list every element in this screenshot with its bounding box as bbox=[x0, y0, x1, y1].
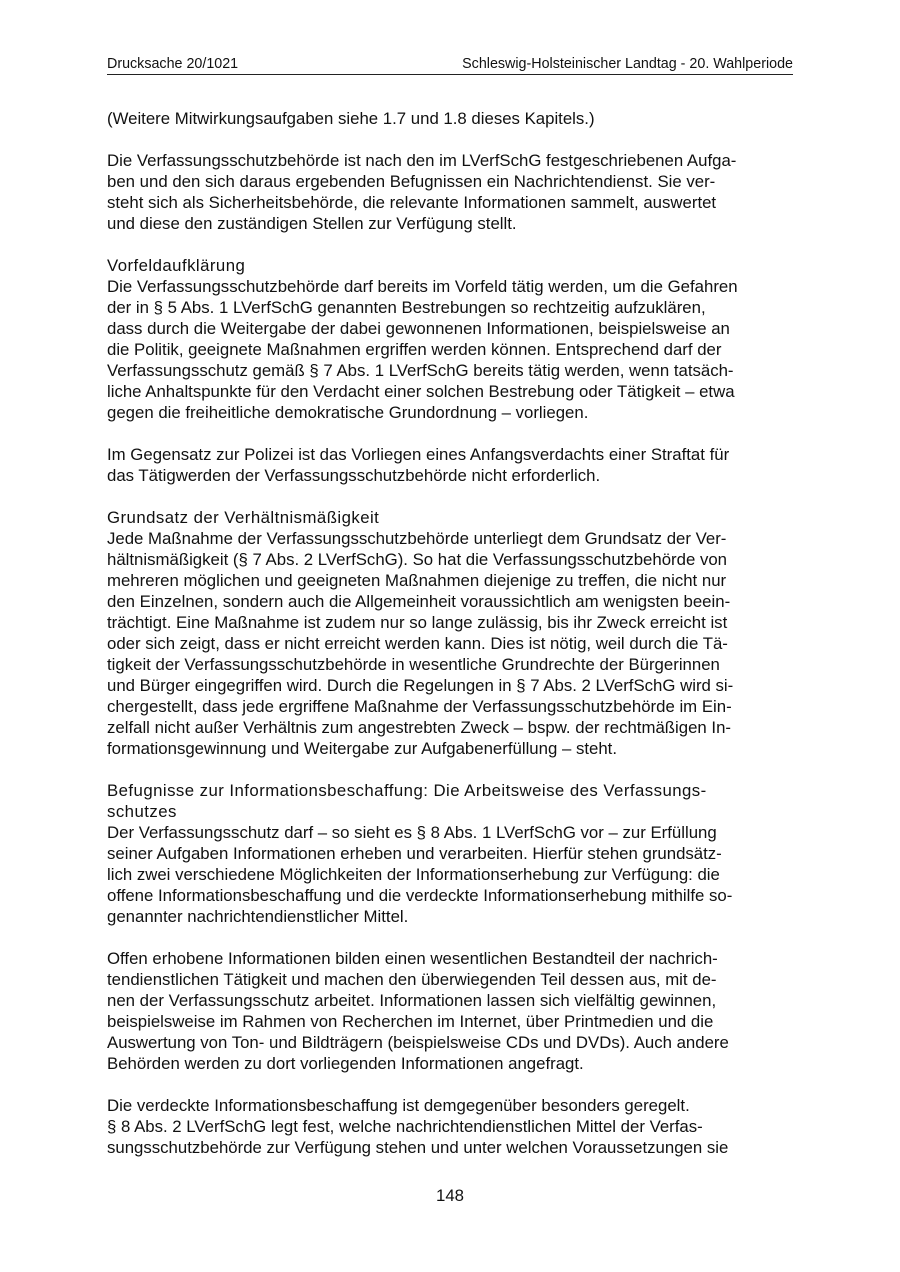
paragraph-line: Im Gegensatz zur Polizei ist das Vorliegen eines Anfangsverdachts einer Straftat für bbox=[107, 445, 730, 464]
paragraph-line: Offen erhobene Informationen bilden einen wesentlichen Bestandteil der nachrich- bbox=[107, 949, 718, 968]
paragraph-line: sungsschutzbehörde zur Verfügung stehen und unter welchen Voraussetzungen sie bbox=[107, 1138, 729, 1157]
paragraph-line: Die Verfassungsschutzbehörde ist nach den im LVerfSchG festgeschriebenen Aufga- bbox=[107, 151, 737, 170]
paragraph-line: Jede Maßnahme der Verfassungsschutzbehörde unterliegt dem Grundsatz der Ver- bbox=[107, 529, 727, 548]
section-heading: schutzes bbox=[107, 802, 177, 821]
paragraph-line: lich zwei verschiedene Möglichkeiten der Informationserhebung zur Verfügung: die bbox=[107, 865, 720, 884]
paragraph-line: liche Anhaltspunkte für den Verdacht einer solchen Bestrebung oder Tätigkeit – etwa bbox=[107, 382, 735, 401]
paragraph-line: gegen die freiheitliche demokratische Grundordnung – vorliegen. bbox=[107, 403, 589, 422]
paragraph-line: Die Verfassungsschutzbehörde darf bereits im Vorfeld tätig werden, um die Gefahren bbox=[107, 277, 738, 296]
document-number: Drucksache 20/1021 bbox=[107, 56, 239, 72]
paragraph-line: Behörden werden zu dort vorliegenden Informationen angefragt. bbox=[107, 1054, 584, 1073]
paragraph-line: genannter nachrichtendienstlicher Mittel. bbox=[107, 907, 409, 926]
paragraph-line: nen der Verfassungsschutz arbeitet. Informationen lassen sich vielfältig gewinnen, bbox=[107, 991, 717, 1010]
paragraph-line: ben und den sich daraus ergebenden Befugnissen ein Nachrichtendienst. Sie ver- bbox=[107, 172, 716, 191]
paragraph-line: zelfall nicht außer Verhältnis zum angestrebten Zweck – bspw. der rechtmäßigen In- bbox=[107, 718, 732, 737]
paragraph-line: das Tätigwerden der Verfassungsschutzbehörde nicht erforderlich. bbox=[107, 466, 601, 485]
paragraph-line: § 8 Abs. 2 LVerfSchG legt fest, welche nachrichtendienstlichen Mittel der Verfas- bbox=[107, 1117, 703, 1136]
intro-note: (Weitere Mitwirkungsaufgaben siehe 1.7 und 1.8 dieses Kapitels.) bbox=[107, 109, 595, 128]
paragraph-line: steht sich als Sicherheitsbehörde, die relevante Informationen sammelt, auswertet bbox=[107, 193, 717, 212]
paragraph-line: Der Verfassungsschutz darf – so sieht es § 8 Abs. 1 LVerfSchG vor – zur Erfüllung bbox=[107, 823, 717, 842]
paragraph-line: die Politik, geeignete Maßnahmen ergriffen werden können. Entsprechend darf der bbox=[107, 340, 722, 359]
paragraph-line: tigkeit der Verfassungsschutzbehörde in wesentliche Grundrechte der Bürgerinnen bbox=[107, 655, 720, 674]
paragraph-line: formationsgewinnung und Weitergabe zur Aufgabenerfüllung – steht. bbox=[107, 739, 617, 758]
paragraph-line: Verfassungsschutz gemäß § 7 Abs. 1 LVerfSchG bereits tätig werden, wenn tatsäch- bbox=[107, 361, 734, 380]
paragraph-line: trächtigt. Eine Maßnahme ist zudem nur so lange zulässig, bis ihr Zweck erreicht ist bbox=[107, 613, 728, 632]
paragraph-line: Die verdeckte Informationsbeschaffung ist demgegenüber besonders geregelt. bbox=[107, 1096, 690, 1115]
paragraph-line: oder sich zeigt, dass er nicht erreicht werden kann. Dies ist nötig, weil durch die Tä- bbox=[107, 634, 728, 653]
section-heading: Vorfeldaufklärung bbox=[107, 256, 246, 275]
paragraph-line: seiner Aufgaben Informationen erheben und verarbeiten. Hierfür stehen grundsätz- bbox=[107, 844, 722, 863]
paragraph-line: chergestellt, dass jede ergriffene Maßnahme der Verfassungsschutzbehörde im Ein- bbox=[107, 697, 732, 716]
page-header bbox=[107, 54, 793, 75]
paragraph-line: tendienstlichen Tätigkeit und machen den überwiegenden Teil dessen aus, mit de- bbox=[107, 970, 717, 989]
paragraph-line: den Einzelnen, sondern auch die Allgemeinheit voraussichtlich am wenigsten beein- bbox=[107, 592, 731, 611]
paragraph-line: hältnismäßigkeit (§ 7 Abs. 2 LVerfSchG). So hat die Verfassungsschutzbehörde von bbox=[107, 550, 728, 569]
paragraph-line: offene Informationsbeschaffung und die verdeckte Informationserhebung mithilfe so- bbox=[107, 886, 733, 905]
page-number: 148 bbox=[436, 1186, 464, 1205]
paragraph-line: Auswertung von Ton- und Bildträgern (beispielsweise CDs und DVDs). Auch andere bbox=[107, 1033, 729, 1052]
paragraph-line: und Bürger eingegriffen wird. Durch die Regelungen in § 7 Abs. 2 LVerfSchG wird si- bbox=[107, 676, 734, 695]
paragraph-line: und diese den zuständigen Stellen zur Verfügung stellt. bbox=[107, 214, 517, 233]
section-heading: Befugnisse zur Informationsbeschaffung: Die Arbeitsweise des Verfassungs- bbox=[107, 781, 707, 800]
section-heading: Grundsatz der Verhältnismäßigkeit bbox=[107, 508, 380, 527]
paragraph-line: mehreren möglichen und geeigneten Maßnahmen diejenige zu treffen, die nicht nur bbox=[107, 571, 727, 590]
paragraph-line: der in § 5 Abs. 1 LVerfSchG genannten Bestrebungen so rechtzeitig aufzuklären, bbox=[107, 298, 706, 317]
parliament-session: Schleswig-Holsteinischer Landtag - 20. Wahlperiode bbox=[462, 56, 793, 72]
paragraph-line: dass durch die Weitergabe der dabei gewonnenen Informationen, beispielsweise an bbox=[107, 319, 730, 338]
paragraph-line: beispielsweise im Rahmen von Recherchen im Internet, über Printmedien und die bbox=[107, 1012, 714, 1031]
